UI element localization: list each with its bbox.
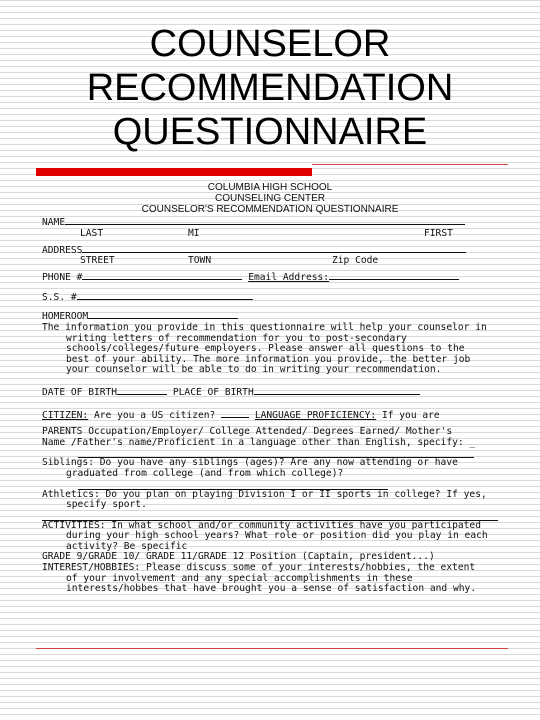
phone-label: PHONE # [42,272,83,284]
address-label: ADDRESS [42,244,83,256]
interests-line-3: interests/hobbes that have brought you a sense of satisfaction and why. [66,583,477,595]
street-label: STREET [80,255,115,267]
center-name: COUNSELING CENTER [214,193,325,204]
title-line-1: COUNSELOR [149,23,391,65]
last-label: LAST [80,227,104,239]
ss-label: S.S. # [42,291,77,303]
activities-line-3: activity? Be specific [66,540,188,552]
activities-line-1: ACTIVITIES: In what school and/or community activities have you participated [42,519,481,531]
address-blank[interactable] [82,243,466,253]
phone-row [42,270,498,284]
intro-line-3: schools/colleges/future employers. Please answer all questions to the [66,343,465,355]
citizen-row [42,408,498,422]
intro-line-5: your counselor will be able to do in writing your recommendation. [66,364,442,376]
place-of-birth-blank[interactable] [254,385,420,395]
homeroom-blank[interactable] [88,309,238,319]
grades-line: GRADE 9/GRADE 10/ GRADE 11/GRADE 12 Position (Captain, president...) [42,551,435,563]
siblings-line-2: graduated from college (and from which college)? [66,467,344,479]
phone-blank[interactable] [82,270,242,280]
dob-label: DATE OF BIRTH [42,386,118,398]
top-right-divider [312,164,508,165]
siblings-blank[interactable] [78,480,388,490]
name-label: NAME [42,217,66,228]
language-proficiency-text: If you are [381,409,440,421]
name-sublabels [42,229,498,240]
activities-line-2: during your high school years? What role or position did you play in each [66,530,488,542]
mi-label: MI [188,227,200,239]
email-label: Email Address: [248,272,330,284]
interests-line-1: INTEREST/HOBBIES: Please discuss some of your interests/hobbies, the extent [42,562,476,574]
title-line-3: QUESTIONNAIRE [112,111,428,153]
address-row [42,243,498,257]
intro-line-1: The information you provide in this questionnaire will help your counselor in [42,321,487,333]
athletics-line-2: specify sport. [66,499,147,511]
first-label: FIRST [424,227,453,239]
siblings-line-1: Siblings: Do you have any siblings (ages)? Are any now attending or have [42,457,458,469]
homeroom-row [42,309,498,323]
citizen-question: Are you a US citizen? [94,409,216,421]
intro-line-2: writing letters of recommendation for you to post-secondary [66,332,407,344]
ss-row [42,290,498,304]
language-proficiency-label: LANGUAGE PROFICIENCY: [254,409,377,421]
page-title [0,22,540,154]
red-accent-bar [36,168,312,176]
ss-blank[interactable] [77,290,253,300]
parents-line-2: Name /Father's name/Proficient in a language other than English, specify: _ [42,436,476,448]
dob-row [42,385,498,399]
place-of-birth-label: PLACE OF BIRTH [172,386,254,398]
athletics-line-1: Athletics: Do you plan on playing Division I or II sports in college? If yes, [42,488,487,500]
zip-label: Zip Code [332,255,379,267]
address-sublabels [42,256,498,267]
name-blank[interactable] [65,215,465,225]
intro-line-4: best of your ability. The more information you provide, the better job [66,353,471,365]
interests-line-2: of your involvement and any special accomplishments in these [66,572,413,584]
name-row [42,215,498,229]
school-name: COLUMBIA HIGH SCHOOL [207,182,333,193]
citizen-blank[interactable] [221,408,249,418]
bottom-divider [36,648,508,649]
dob-blank[interactable] [117,385,167,395]
parents-line-1: PARENTS Occupation/Employer/ College Attended/ Degrees Earned/ Mother's [42,426,453,438]
title-line-2: RECOMMENDATION [86,67,454,109]
homeroom-label: HOMEROOM [42,311,89,323]
citizen-label: CITIZEN: [42,409,89,421]
email-blank[interactable] [329,270,459,280]
town-label: TOWN [188,255,212,267]
questionnaire-body [42,182,498,595]
form-name: COUNSELOR'S RECOMMENDATION QUESTIONNAIRE [141,204,399,215]
